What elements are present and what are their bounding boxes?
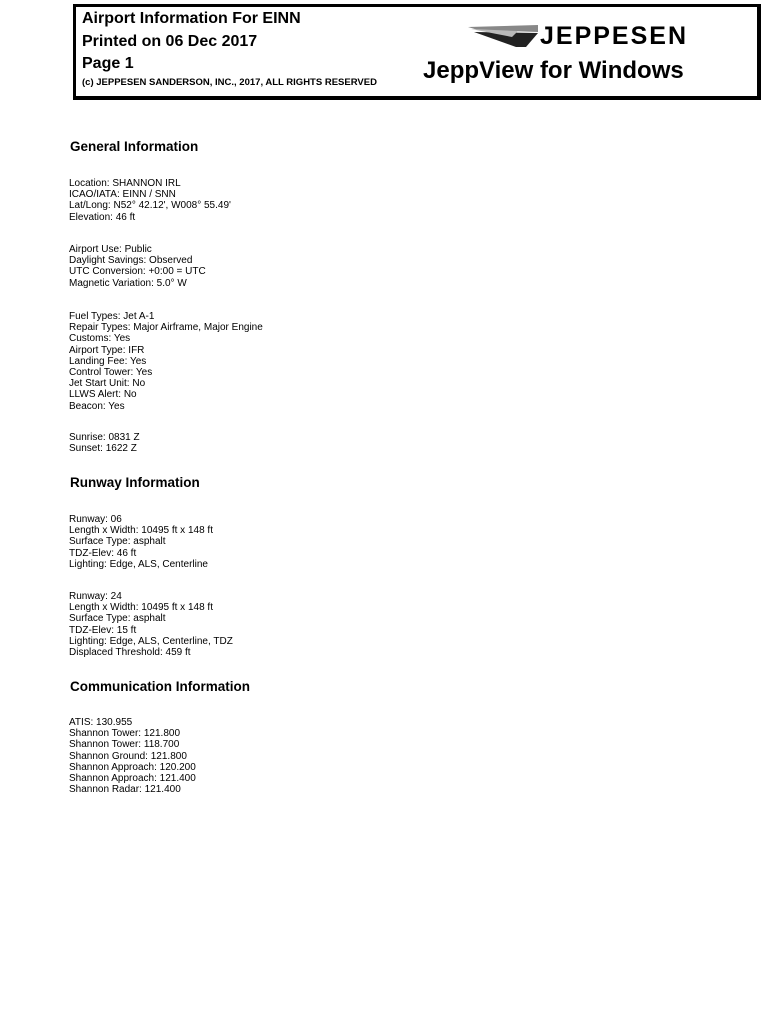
frequency-line: Shannon Ground: 121.800 — [69, 750, 187, 762]
airport-use-line: Airport Use: Public — [69, 244, 152, 255]
page-number: Page 1 — [82, 55, 134, 72]
sun-times-block — [69, 432, 140, 454]
runway-24-block — [69, 591, 233, 658]
frequency-line: Shannon Tower: 121.800 — [69, 728, 181, 740]
control-tower-line: Control Tower: Yes — [69, 367, 153, 379]
runway-06-block — [69, 514, 213, 570]
runway-tdz-elev-line: TDZ-Elev: 15 ft — [69, 624, 137, 636]
sunset-line: Sunset: 1622 Z — [69, 443, 137, 455]
runway-surface-line: Surface Type: asphalt — [69, 536, 166, 548]
frequency-line: Shannon Radar: 121.400 — [69, 784, 181, 796]
beacon-line: Beacon: Yes — [69, 400, 125, 412]
copyright-notice: (c) JEPPESEN SANDERSON, INC., 2017, ALL RIGHTS RESERVED — [82, 77, 377, 88]
runway-id-line: Runway: 06 — [69, 514, 122, 525]
jeppesen-swoosh-logo-icon — [468, 23, 538, 49]
runway-tdz-elev-line: TDZ-Elev: 46 ft — [69, 547, 137, 559]
landing-fee-line: Landing Fee: Yes — [69, 355, 147, 367]
lat-long-line: Lat/Long: N52° 42.12', W008° 55.49' — [69, 200, 231, 212]
document-title: Airport Information For EINN — [82, 10, 301, 27]
runway-id-line: Runway: 24 — [69, 591, 122, 602]
sunrise-line: Sunrise: 0831 Z — [69, 432, 140, 443]
communication-information-heading: Communication Information — [70, 679, 250, 694]
jeppesen-logo-text: JEPPESEN — [540, 22, 689, 50]
product-name: JeppView for Windows — [423, 57, 684, 84]
frequency-line: Shannon Approach: 121.400 — [69, 773, 196, 785]
runway-information-heading: Runway Information — [70, 475, 200, 490]
runway-dimensions-line: Length x Width: 10495 ft x 148 ft — [69, 602, 213, 614]
frequency-line: Shannon Tower: 118.700 — [69, 739, 180, 751]
magnetic-variation-line: Magnetic Variation: 5.0° W — [69, 277, 187, 289]
airport-usage-block — [69, 244, 206, 289]
general-information-heading: General Information — [70, 139, 199, 154]
elevation-line: Elevation: 46 ft — [69, 211, 136, 223]
utc-conversion-line: UTC Conversion: +0:00 = UTC — [69, 266, 206, 278]
daylight-savings-line: Daylight Savings: Observed — [69, 255, 193, 267]
printed-date: Printed on 06 Dec 2017 — [82, 33, 258, 50]
runway-surface-line: Surface Type: asphalt — [69, 613, 166, 625]
frequencies-block — [69, 717, 196, 795]
location-block — [69, 178, 231, 223]
airport-services-block — [69, 311, 263, 412]
runway-lighting-line: Lighting: Edge, ALS, Centerline, TDZ — [69, 635, 233, 647]
icao-iata-line: ICAO/IATA: EINN / SNN — [69, 189, 176, 201]
frequency-line: ATIS: 130.955 — [69, 717, 133, 728]
repair-types-line: Repair Types: Major Airframe, Major Engine — [69, 322, 263, 334]
customs-line: Customs: Yes — [69, 333, 131, 345]
llws-alert-line: LLWS Alert: No — [69, 389, 137, 401]
fuel-types-line: Fuel Types: Jet A-1 — [69, 311, 155, 322]
runway-dimensions-line: Length x Width: 10495 ft x 148 ft — [69, 525, 213, 537]
runway-displaced-threshold-line: Displaced Threshold: 459 ft — [69, 647, 191, 659]
location-line: Location: SHANNON IRL — [69, 178, 181, 189]
airport-type-line: Airport Type: IFR — [69, 344, 145, 356]
frequency-line: Shannon Approach: 120.200 — [69, 761, 196, 773]
jet-start-unit-line: Jet Start Unit: No — [69, 378, 146, 390]
runway-lighting-line: Lighting: Edge, ALS, Centerline — [69, 558, 208, 570]
